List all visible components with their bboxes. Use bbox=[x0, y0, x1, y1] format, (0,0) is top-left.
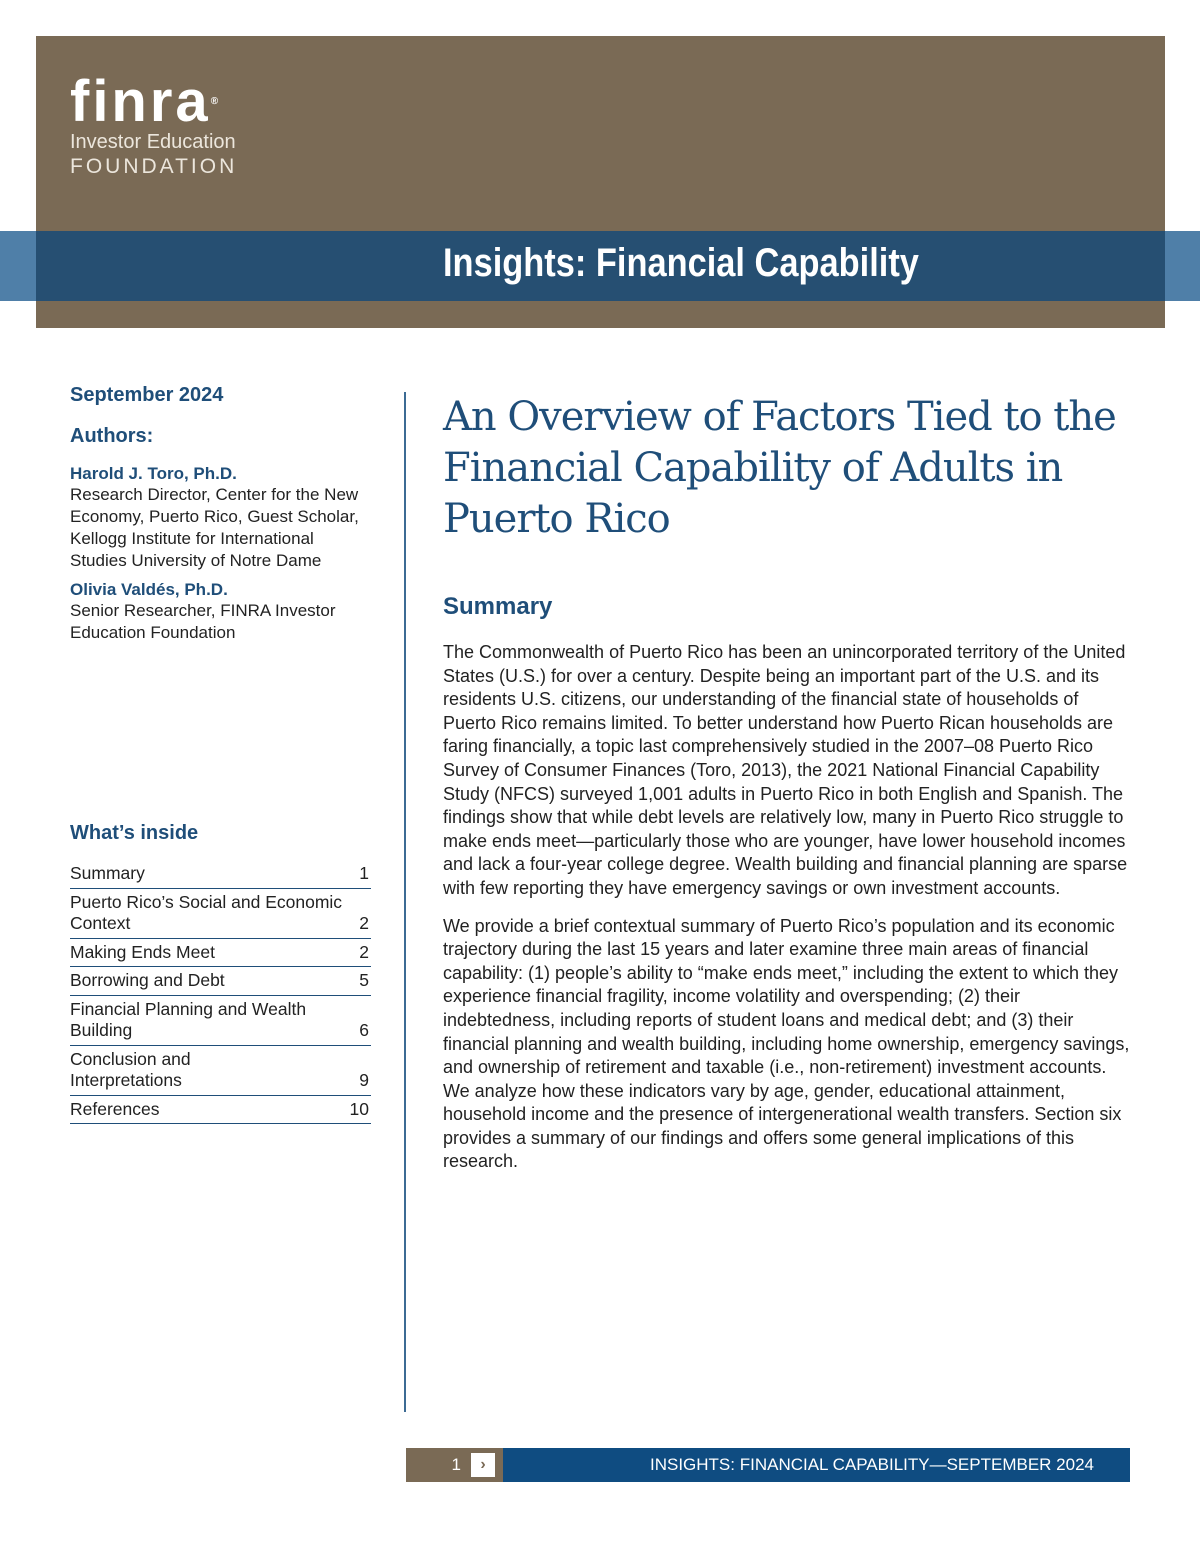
toc-page: 5 bbox=[359, 970, 369, 990]
publication-date: September 2024 bbox=[70, 384, 224, 406]
paragraph: The Commonwealth of Puerto Rico has been an unincorporated territory of the United States (U.S.) for over a century. Despite being an important part of the U.S. and its residents U.S. citizens, our understanding of the financial state of households of Puerto Rico remains limited. To better understand how Puerto Rican households are faring financially, a topic last comprehensively studied in the 2007–08 Puerto Rico Survey of Consumer Finances (Toro, 2013), the 2021 National Financial Capability Study (NFCS) surveyed 1,001 adults in Puerto Rico in both English and Spanish. The findings show that while debt levels are relatively low, many in Puerto Rico struggle to make ends meet—particularly those who are younger, have lower household incomes and lack a four-year college degree. Wealth building and financial planning are sparse with few reporting they have emergency savings or own investment accounts. bbox=[443, 642, 1128, 898]
author-name: Harold J. Toro, Ph.D. bbox=[70, 464, 237, 483]
author-name: Olivia Valdés, Ph.D. bbox=[70, 580, 228, 599]
toc-item[interactable] bbox=[70, 889, 371, 939]
toc-label: Summary bbox=[70, 863, 145, 883]
paragraph: We provide a brief contextual summary of Puerto Rico’s population and its economic trajectory during the last 15 years and later examine three main areas of financial capability: (1) people’s ability to “make ends meet,” including the extent to which they experience financial fragility, income volatility and overspending; (2) their indebtedness, including reports of student loans and medical debt; and (3) their financial planning and wealth building, including home ownership, emergency savings, and ownership of retirement and taxable (i.e., non-retirement) investment accounts. We analyze how these indicators vary by age, gender, educational attainment, household income and the presence of intergenerational wealth transfers. Section six provides a summary of our findings and offers some general implications of this research. bbox=[443, 915, 1130, 1172]
toc-label: Making Ends Meet bbox=[70, 941, 215, 962]
sidebar bbox=[70, 384, 372, 644]
toc-item[interactable] bbox=[70, 1096, 371, 1125]
toc-label: Borrowing and Debt bbox=[70, 970, 225, 990]
toc-item[interactable] bbox=[70, 967, 371, 996]
author-desc: Senior Researcher, FINRA Investor Education Foundation bbox=[70, 601, 336, 642]
toc-page: 6 bbox=[359, 1020, 369, 1040]
logo-line2: FOUNDATION bbox=[70, 155, 238, 178]
summary-body bbox=[443, 641, 1133, 1188]
toc-heading: What’s inside bbox=[70, 822, 199, 844]
logo-mark: finra® bbox=[70, 69, 222, 134]
toc-page: 2 bbox=[359, 941, 369, 962]
toc-item[interactable] bbox=[70, 1046, 371, 1096]
page-number-box bbox=[406, 1448, 503, 1482]
band-title: Insights: Financial Capability bbox=[443, 241, 919, 285]
page-number: 1 bbox=[451, 1455, 461, 1474]
page-title: An Overview of Factors Tied to the Financial Capability of Adults in Puerto Rico bbox=[443, 394, 1116, 542]
toc-label: Financial Planning and Wealth Building bbox=[70, 998, 307, 1040]
next-page-icon[interactable]: › bbox=[471, 1453, 495, 1477]
toc-page: 1 bbox=[359, 863, 369, 883]
column-divider bbox=[404, 392, 406, 1412]
toc-page: 9 bbox=[359, 1070, 369, 1090]
toc-page: 10 bbox=[349, 1098, 369, 1119]
toc-label: Conclusion and Interpretations bbox=[70, 1048, 191, 1090]
title-band bbox=[0, 231, 1200, 301]
finra-logo bbox=[70, 69, 238, 180]
toc-label: Puerto Rico’s Social and Economic Context bbox=[70, 891, 343, 933]
footer-text: INSIGHTS: FINANCIAL CAPABILITY—SEPTEMBER 2024 bbox=[649, 1455, 1094, 1474]
summary-heading: Summary bbox=[443, 593, 553, 620]
table-of-contents bbox=[70, 860, 371, 1124]
toc-page: 2 bbox=[359, 913, 369, 933]
authors-heading: Authors: bbox=[70, 425, 154, 447]
toc-item[interactable] bbox=[70, 860, 371, 889]
logo-line1: Investor Education bbox=[70, 131, 236, 153]
author-desc: Research Director, Center for the New Economy, Puerto Rico, Guest Scholar, Kellogg Institute for International Studies University of Notre Dame bbox=[70, 485, 359, 570]
toc-label: References bbox=[70, 1098, 160, 1119]
toc-item[interactable] bbox=[70, 996, 371, 1046]
page-footer bbox=[406, 1448, 1130, 1482]
toc-item[interactable] bbox=[70, 939, 371, 968]
